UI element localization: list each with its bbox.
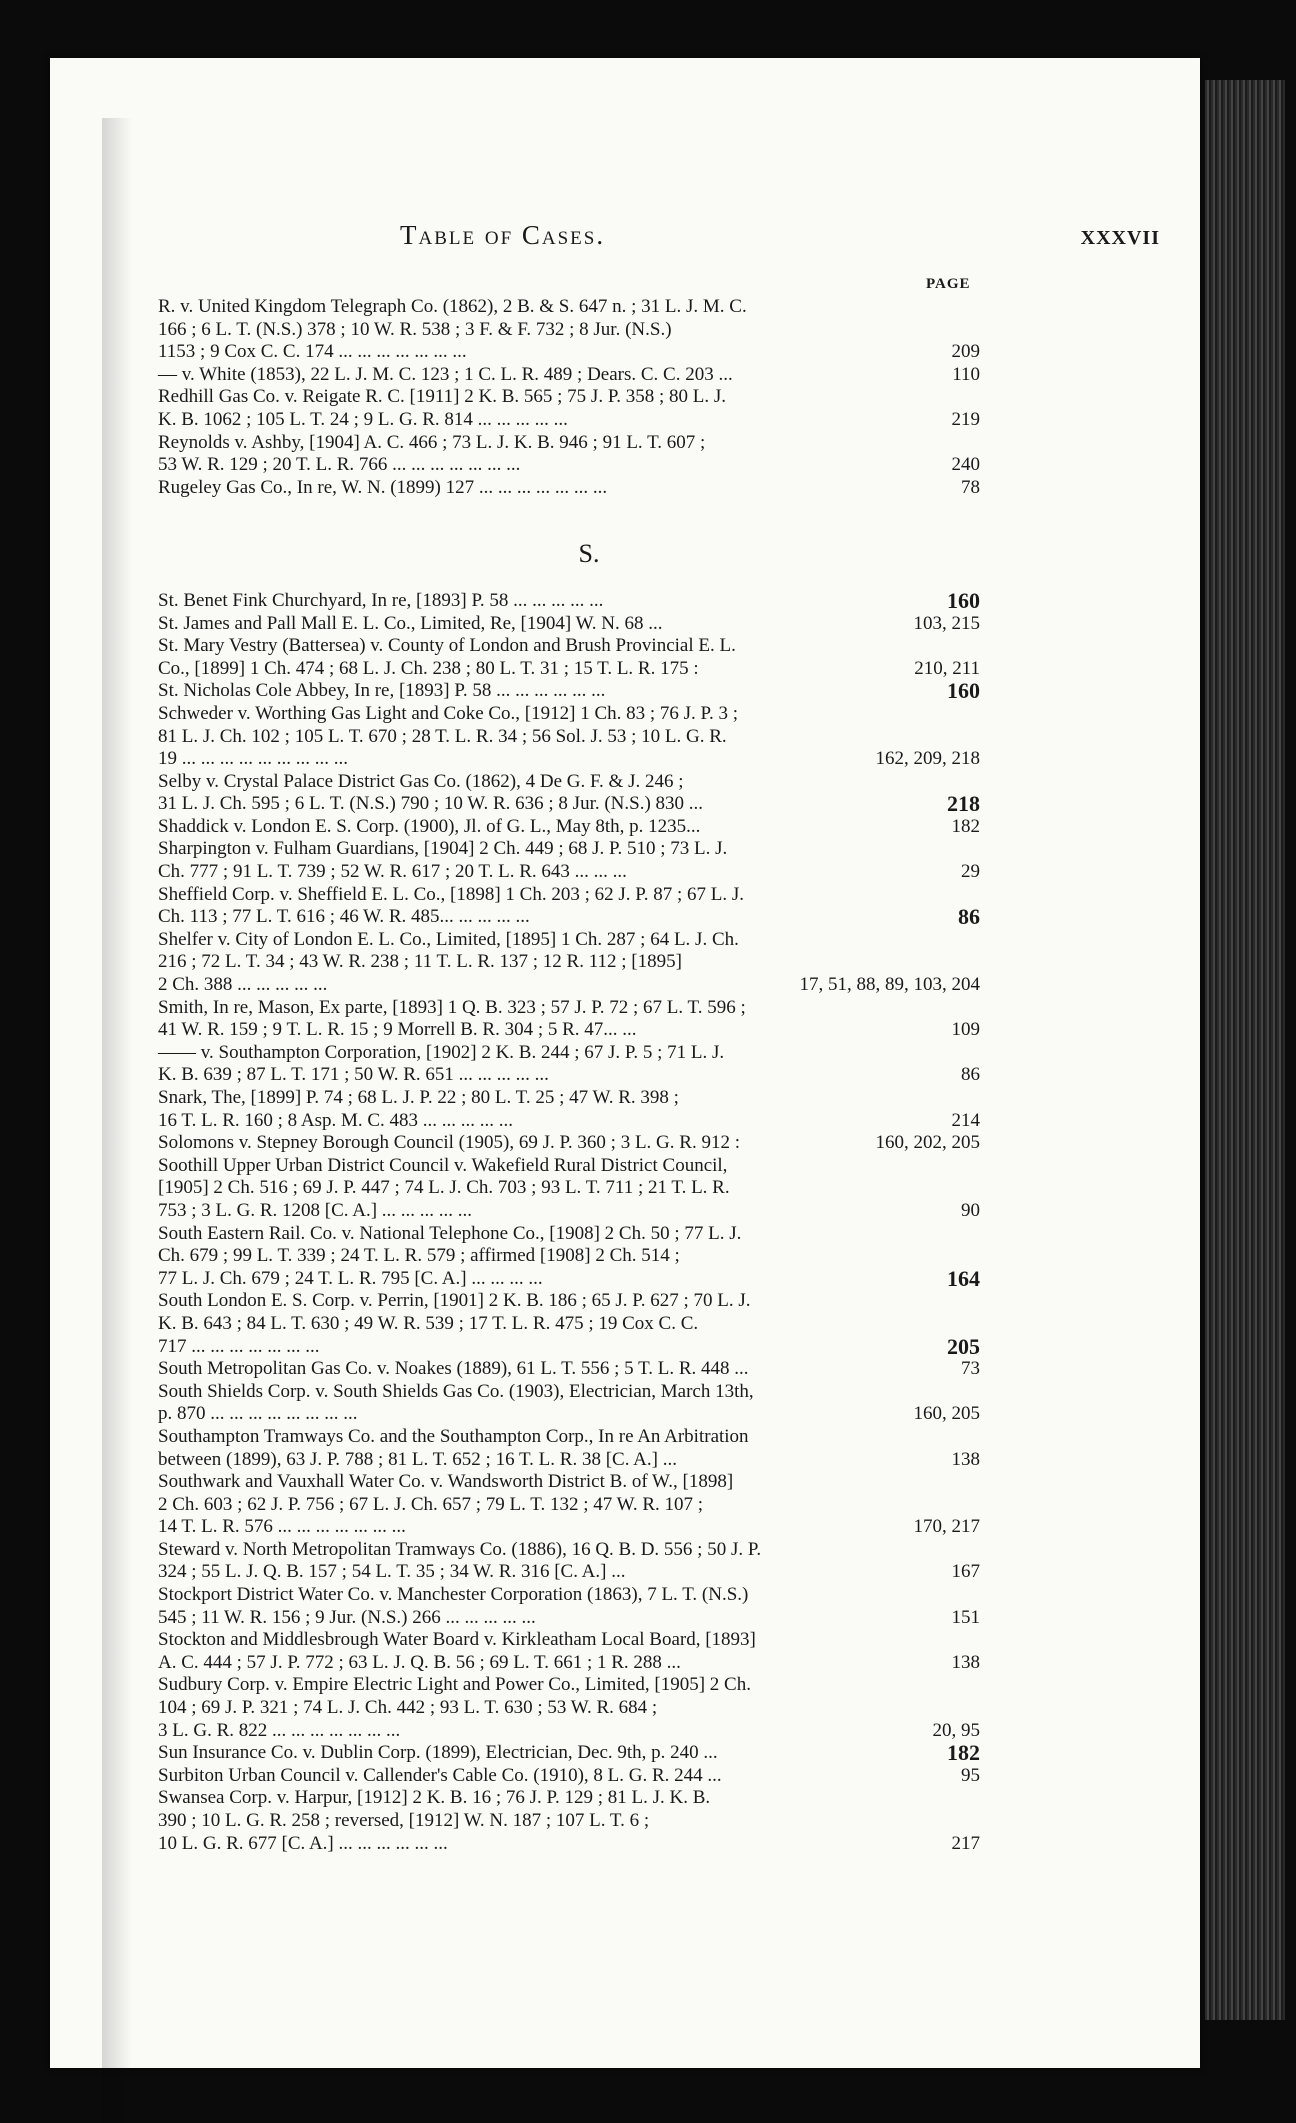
case-citation-line: St. Nicholas Cole Abbey, In re, [1893] P. 58 ... ... ... ... ... ...	[158, 680, 606, 702]
case-entry	[158, 1471, 980, 1539]
case-citation-line: Solomons v. Stepney Borough Council (1905), 69 J. P. 360 ; 3 L. G. R. 912 :	[158, 1132, 740, 1154]
case-page-ref: 109	[951, 1019, 980, 1041]
case-citation-line: South Metropolitan Gas Co. v. Noakes (1889), 61 L. T. 556 ; 5 T. L. R. 448 ...	[158, 1358, 749, 1380]
case-citation-line: St. James and Pall Mall E. L. Co., Limited, Re, [1904] W. N. 68 ...	[158, 612, 663, 634]
case-entry	[158, 1742, 980, 1765]
case-citation-line: Reynolds v. Ashby, [1904] A. C. 466 ; 73 L. J. K. B. 946 ; 91 L. T. 607 ;	[158, 431, 706, 453]
case-citation-line: —— v. Southampton Corporation, [1902] 2 K. B. 244 ; 67 J. P. 5 ; 71 L. J.	[158, 1041, 725, 1063]
case-citation-line: 104 ; 69 J. P. 321 ; 74 L. J. Ch. 442 ; 93 L. T. 630 ; 53 W. R. 684 ;	[158, 1697, 658, 1719]
case-page-ref: 138	[951, 1448, 980, 1470]
case-entry	[158, 1426, 980, 1471]
case-citation-line: Sharpington v. Fulham Guardians, [1904] 2 Ch. 449 ; 68 J. P. 510 ; 73 L. J.	[158, 838, 728, 860]
case-page-ref: 162, 209, 218	[875, 748, 980, 770]
case-citation-line: 14 T. L. R. 576 ... ... ... ... ... ... ...	[158, 1516, 406, 1538]
case-page-ref: 170, 217	[913, 1516, 980, 1538]
page-column-label: PAGE	[926, 276, 971, 292]
case-citation-line: between (1899), 63 J. P. 788 ; 81 L. T. 652 ; 16 T. L. R. 38 [C. A.] ...	[158, 1448, 677, 1470]
case-entry	[158, 587, 980, 613]
case-citation-line: Sudbury Corp. v. Empire Electric Light and Power Co., Limited, [1905] 2 Ch.	[158, 1674, 751, 1696]
case-citation-line: Soothill Upper Urban District Council v. Wakefield Rural District Council,	[158, 1154, 728, 1176]
case-page-ref: 182	[951, 815, 980, 837]
case-citation-line: 16 T. L. R. 160 ; 8 Asp. M. C. 483 ... ... ... ... ...	[158, 1109, 514, 1131]
case-entry	[158, 703, 980, 771]
case-entry: —— v. Southampton Corporation, [1902] 2 K. B. 244 ; 67 J. P. 5 ; 71 L. J. K. B. 639 ; 87 L. T. 171 ; 50 W. R. 651 ... ... ... ... ... 86	[158, 1041, 980, 1086]
case-entry	[158, 635, 980, 680]
case-citation-line: Steward v. North Metropolitan Tramways Co. (1886), 16 Q. B. D. 556 ; 50 J. P.	[158, 1538, 762, 1560]
case-page-ref: 218	[947, 791, 980, 817]
case-citation-line: A. C. 444 ; 57 J. P. 772 ; 63 L. J. Q. B. 56 ; 69 L. T. 661 ; 1 R. 288 ...	[158, 1651, 681, 1673]
case-page-ref: 138	[951, 1651, 980, 1673]
case-citation-line: 1153 ; 9 Cox C. C. 174 ... ... ... ... ... ... ...	[158, 341, 467, 363]
case-page-ref: 160, 202, 205	[875, 1132, 980, 1154]
case-entry	[158, 680, 980, 703]
case-entry: South Metropolitan Gas Co. v. Noakes (1889), 61 L. T. 556 ; 5 T. L. R. 448 ... 73	[158, 1358, 980, 1380]
case-entry	[158, 997, 980, 1042]
case-citation-line: 10 L. G. R. 677 [C. A.] ... ... ... ... ... ...	[158, 1832, 448, 1854]
case-citation-line: K. B. 1062 ; 105 L. T. 24 ; 9 L. G. R. 814 ... ... ... ... ...	[158, 408, 568, 430]
page-number: xxxvii	[1080, 220, 1160, 251]
case-citation-line: St. Mary Vestry (Battersea) v. County of London and Brush Provincial E. L.	[158, 635, 736, 657]
case-entry: Rugeley Gas Co., In re, W. N. (1899) 127 ... ... ... ... ... ... ... 78	[158, 476, 980, 498]
case-citation-line: Southampton Tramways Co. and the Southampton Corp., In re An Arbitration	[158, 1425, 749, 1447]
case-citation-line: Schweder v. Worthing Gas Light and Coke Co., [1912] 1 Ch. 83 ; 76 J. P. 3 ;	[158, 702, 739, 724]
case-citation-line: — v. White (1853), 22 L. J. M. C. 123 ; 1 C. L. R. 489 ; Dears. C. C. 203 ...	[158, 363, 733, 385]
case-citation-line: Stockton and Middlesbrough Water Board v. Kirkleatham Local Board, [1893]	[158, 1629, 756, 1651]
case-citation-line: 390 ; 10 L. G. R. 258 ; reversed, [1912] W. N. 187 ; 107 L. T. 6 ;	[158, 1810, 650, 1831]
case-entry	[158, 1087, 980, 1132]
case-entry: Surbiton Urban Council v. Callender's Cable Co. (1910), 8 L. G. R. 244 ... 95	[158, 1764, 980, 1786]
case-page-ref: 240	[951, 454, 980, 476]
case-entry: Sheffield Corp. v. Sheffield E. L. Co., [1898] 1 Ch. 203 ; 62 J. P. 87 ; 67 L. J. Ch. 113 ; 77 L. T. 616 ; 46 W. R. 485... ... ... ... ... 86	[158, 883, 980, 930]
case-entry	[158, 386, 980, 431]
case-entry: Soothill Upper Urban District Council v. Wakefield Rural District Council, [1905] 2 Ch. 516 ; 69 J. P. 447 ; 74 L. J. Ch. 703 ; 93 L. T. 711 ; 21 T. L. R. 753 ; 3 L. G. R. 1208 [C. A.] ... ... ... ... ... 90	[158, 1154, 980, 1221]
s-entries	[158, 587, 980, 1855]
case-entry	[158, 364, 980, 387]
case-citation-line: South Eastern Rail. Co. v. National Telephone Co., [1908] 2 Ch. 50 ; 77 L. J.	[158, 1222, 742, 1244]
case-citation-line: 753 ; 3 L. G. R. 1208 [C. A.] ... ... ... ... ...	[158, 1199, 473, 1221]
case-citation-line: Ch. 113 ; 77 L. T. 616 ; 46 W. R. 485... ... ... ... ...	[158, 906, 530, 928]
case-citation-line: p. 870 ... ... ... ... ... ... ... ...	[158, 1403, 358, 1425]
case-page-ref: 103, 215	[913, 612, 980, 634]
case-page-ref: 167	[951, 1561, 980, 1583]
case-entry	[158, 771, 980, 816]
case-page-ref: 164	[947, 1265, 980, 1291]
case-page-ref: 110	[952, 363, 980, 385]
case-index	[158, 296, 980, 1855]
case-citation-line: Stockport District Water Co. v. Manchester Corporation (1863), 7 L. T. (N.S.)	[158, 1584, 749, 1606]
case-citation-line: 324 ; 55 L. J. Q. B. 157 ; 54 L. T. 35 ; 34 W. R. 316 [C. A.] ...	[158, 1561, 626, 1583]
case-citation-line: South Shields Corp. v. South Shields Gas Co. (1903), Electrician, March 13th,	[158, 1380, 754, 1402]
case-citation-line: K. B. 643 ; 84 L. T. 630 ; 49 W. R. 539 ; 17 T. L. R. 475 ; 19 Cox C. C.	[158, 1312, 699, 1334]
case-page-ref: 214	[951, 1109, 980, 1131]
case-citation-line: Sun Insurance Co. v. Dublin Corp. (1899), Electrician, Dec. 9th, p. 240 ...	[158, 1742, 718, 1764]
case-entry	[158, 1674, 980, 1742]
case-page-ref: 210, 211	[914, 657, 980, 679]
page-gutter-shadow	[102, 118, 132, 2123]
case-entry: Sharpington v. Fulham Guardians, [1904] 2 Ch. 449 ; 68 J. P. 510 ; 73 L. J. Ch. 777 ; 91 L. T. 739 ; 52 W. R. 617 ; 20 T. L. R. 643 ... ... ... 29	[158, 838, 980, 883]
case-entry	[158, 1787, 980, 1855]
case-entry	[158, 1584, 980, 1629]
case-entry	[158, 1629, 980, 1674]
case-page-ref: 182	[947, 1740, 980, 1766]
case-citation-line: 717 ... ... ... ... ... ... ...	[158, 1335, 320, 1357]
case-citation-line: 545 ; 11 W. R. 156 ; 9 Jur. (N.S.) 266 ... ... ... ... ...	[158, 1606, 536, 1628]
case-citation-line: 3 L. G. R. 822 ... ... ... ... ... ... ...	[158, 1719, 401, 1741]
section-heading: S.	[578, 539, 600, 569]
case-citation-line: Co., [1899] 1 Ch. 474 ; 68 L. J. Ch. 238 ; 80 L. T. 31 ; 15 T. L. R. 175 :	[158, 657, 699, 679]
case-citation-line: Ch. 679 ; 99 L. T. 339 ; 24 T. L. R. 579 ; affirmed [1908] 2 Ch. 514 ;	[158, 1245, 680, 1267]
case-page-ref: 160	[947, 587, 980, 613]
case-citation-line: Ch. 777 ; 91 L. T. 739 ; 52 W. R. 617 ; 20 T. L. R. 643 ... ... ...	[158, 861, 627, 883]
case-citation-line: [1905] 2 Ch. 516 ; 69 J. P. 447 ; 74 L. J. Ch. 703 ; 93 L. T. 711 ; 21 T. L. R.	[158, 1177, 730, 1199]
case-citation-line: Sheffield Corp. v. Sheffield E. L. Co., [1898] 1 Ch. 203 ; 62 J. P. 87 ; 67 L. J.	[158, 883, 744, 905]
case-citation-line: 41 W. R. 159 ; 9 T. L. R. 15 ; 9 Morrell B. R. 304 ; 5 R. 47... ...	[158, 1019, 637, 1041]
page-title: Table of Cases.	[400, 220, 606, 250]
case-page-ref: 160	[947, 678, 980, 704]
case-citation-line: 77 L. J. Ch. 679 ; 24 T. L. R. 795 [C. A.] ... ... ... ...	[158, 1267, 543, 1289]
case-citation-line: St. Benet Fink Churchyard, In re, [1893] P. 58 ... ... ... ... ...	[158, 589, 604, 611]
book-page-edges	[1205, 80, 1285, 2020]
case-entry	[158, 1539, 980, 1584]
case-entry	[158, 816, 980, 839]
r-entries	[158, 296, 980, 499]
case-citation-line: Selby v. Crystal Palace District Gas Co. (1862), 4 De G. F. & J. 246 ;	[158, 770, 684, 792]
case-entry	[158, 1381, 980, 1426]
case-citation-line: South London E. S. Corp. v. Perrin, [1901] 2 K. B. 186 ; 65 J. P. 627 ; 70 L. J.	[158, 1290, 751, 1312]
case-citation-line: Shelfer v. City of London E. L. Co., Limited, [1895] 1 Ch. 287 ; 64 L. J. Ch.	[158, 928, 739, 950]
case-page-ref: 160, 205	[913, 1403, 980, 1425]
case-citation-line: 31 L. J. Ch. 595 ; 6 L. T. (N.S.) 790 ; 10 W. R. 636 ; 8 Jur. (N.S.) 830 ...	[158, 793, 704, 815]
case-entry	[158, 1290, 980, 1358]
case-citation-line: Snark, The, [1899] P. 74 ; 68 L. J. P. 22 ; 80 L. T. 25 ; 47 W. R. 398 ;	[158, 1087, 679, 1108]
case-page-ref: 209	[951, 341, 980, 363]
case-citation-line: 166 ; 6 L. T. (N.S.) 378 ; 10 W. R. 538 ; 3 F. & F. 732 ; 8 Jur. (N.S.)	[158, 318, 672, 340]
case-citation-line: Smith, In re, Mason, Ex parte, [1893] 1 Q. B. 323 ; 57 J. P. 72 ; 67 L. T. 596 ;	[158, 996, 746, 1018]
case-citation-line: Shaddick v. London E. S. Corp. (1900), Jl. of G. L., May 8th, p. 1235...	[158, 815, 701, 837]
case-citation-line: Swansea Corp. v. Harpur, [1912] 2 K. B. 16 ; 76 J. P. 129 ; 81 L. J. K. B.	[158, 1787, 711, 1809]
case-page-ref: 151	[951, 1606, 980, 1628]
case-entry	[158, 1132, 980, 1155]
case-citation-line: 81 L. J. Ch. 102 ; 105 L. T. 670 ; 28 T. L. R. 34 ; 56 Sol. J. 53 ; 10 L. G. R.	[158, 725, 727, 747]
case-citation-line: R. v. United Kingdom Telegraph Co. (1862), 2 B. & S. 647 n. ; 31 L. J. M. C.	[158, 296, 747, 317]
case-entry	[158, 296, 980, 364]
case-citation-line: Southwark and Vauxhall Water Co. v. Wandsworth District B. of W., [1898]	[158, 1471, 734, 1493]
case-entry	[158, 432, 980, 477]
case-citation-line: Surbiton Urban Council v. Callender's Cable Co. (1910), 8 L. G. R. 244 ...	[158, 1764, 722, 1786]
case-citation-line: K. B. 639 ; 87 L. T. 171 ; 50 W. R. 651 ... ... ... ... ...	[158, 1064, 549, 1086]
case-page-ref: 219	[951, 408, 980, 430]
case-citation-line: 2 Ch. 388 ... ... ... ... ...	[158, 974, 328, 996]
case-page-ref: 17, 51, 88, 89, 103, 204	[799, 974, 980, 996]
case-page-ref: 217	[951, 1832, 980, 1854]
case-citation-line: 2 Ch. 603 ; 62 J. P. 756 ; 67 L. J. Ch. 657 ; 79 L. T. 132 ; 47 W. R. 107 ;	[158, 1493, 704, 1515]
case-citation-line: 216 ; 72 L. T. 34 ; 43 W. R. 238 ; 11 T. L. R. 137 ; 12 R. 112 ; [1895]	[158, 951, 682, 973]
case-page-ref: 20, 95	[932, 1719, 980, 1741]
case-citation-line: 53 W. R. 129 ; 20 T. L. R. 766 ... ... ... ... ... ... ...	[158, 454, 521, 476]
case-entry	[158, 1223, 980, 1291]
case-entry	[158, 613, 980, 636]
case-page-ref: 205	[947, 1333, 980, 1359]
case-citation-line: Redhill Gas Co. v. Reigate R. C. [1911] 2 K. B. 565 ; 75 J. P. 358 ; 80 L. J.	[158, 386, 727, 408]
case-citation-line: Rugeley Gas Co., In re, W. N. (1899) 127 ... ... ... ... ... ... ...	[158, 476, 608, 498]
running-header	[400, 220, 1160, 251]
case-citation-line: 19 ... ... ... ... ... ... ... ... ...	[158, 748, 348, 770]
case-entry	[158, 929, 980, 997]
